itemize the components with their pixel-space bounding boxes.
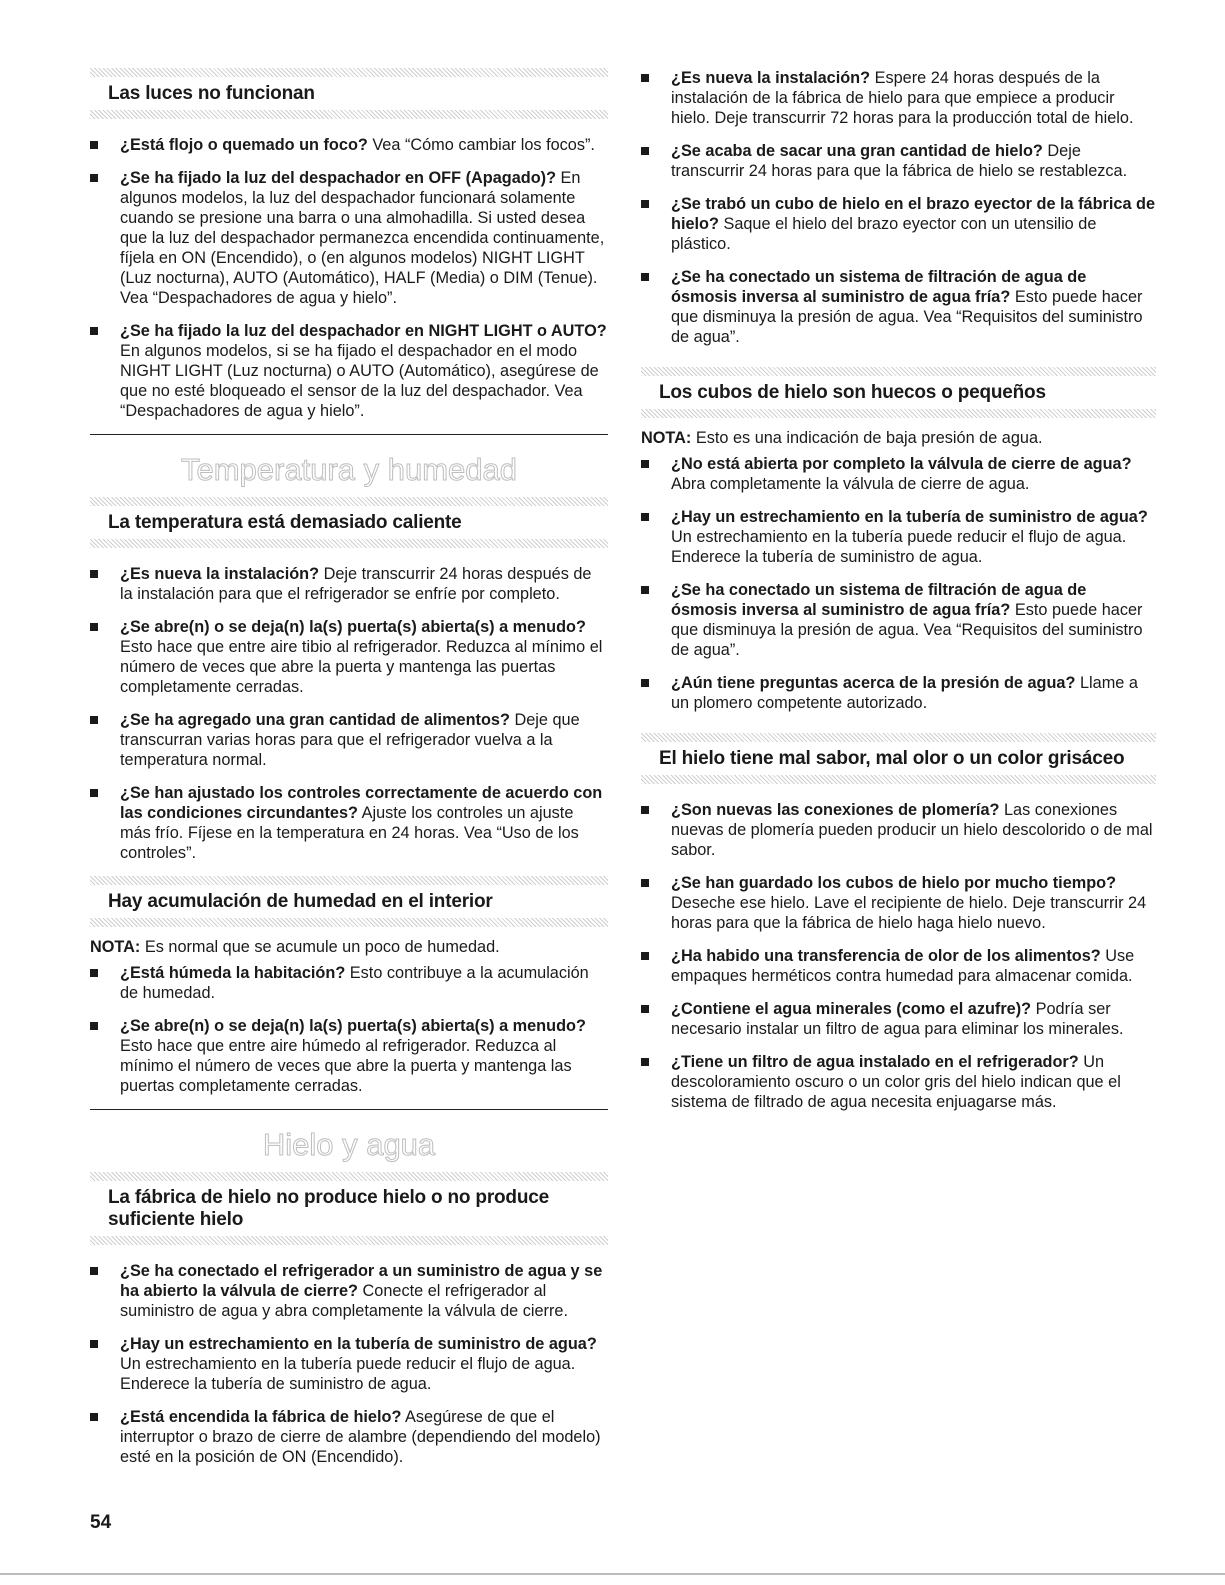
right-column [641, 68, 1156, 1125]
list-item: ¿Se ha agregado una gran cantidad de alimentos? Deje que transcurran varias horas para que el refrigerador vuelva a la temperatura normal. [90, 710, 608, 770]
list-item: ¿Es nueva la instalación? Deje transcurrir 24 horas después de la instalación para que el refrigerador se enfríe por completo. [90, 564, 608, 604]
section-title: El hielo tiene mal sabor, mal olor o un color grisáceo [659, 748, 1125, 769]
section-header-humidity [90, 876, 608, 927]
list-item: ¿Se ha conectado un sistema de filtración de agua de ósmosis inversa al suministro de agua fría? Esto puede hacer que disminuya la presión de agua. Vea “Requisitos del suministro de agua”. [641, 580, 1156, 660]
list-item: ¿Se han guardado los cubos de hielo por mucho tiempo? Deseche ese hielo. Lave el recipiente de hielo. Deje transcurrir 24 horas para que la fábrica de hielo haga hielo nuevo. [641, 873, 1156, 933]
category-title: Hielo y agua [262, 1127, 436, 1162]
page-number: 54 [90, 1512, 112, 1533]
section-header-bad-taste [641, 733, 1156, 784]
list-item: ¿Está encendida la fábrica de hielo? Asegúrese de que el interruptor o brazo de cierre de alambre (dependiendo del modelo) esté en la posición de ON (Encendido). [90, 1407, 608, 1467]
list-item: ¿Ha habido una transferencia de olor de los alimentos? Use empaques herméticos contra humedad para almacenar comida. [641, 946, 1156, 986]
list-item: ¿Contiene el agua minerales (como el azufre)? Podría ser necesario instalar un filtro de agua para eliminar los minerales. [641, 999, 1156, 1039]
list-item: ¿Se han ajustado los controles correctamente de acuerdo con las condiciones circundantes? Ajuste los controles un ajuste más frío. Fíjese en la temperatura en 24 horas. Vea “Uso de los controles”. [90, 783, 608, 863]
left-column [90, 68, 608, 1480]
troubleshoot-list [90, 564, 608, 863]
troubleshoot-list [641, 454, 1156, 713]
section-title: Las luces no funcionan [108, 83, 315, 104]
list-item: ¿Hay un estrechamiento en la tubería de suministro de agua? Un estrechamiento en la tubería puede reducir el flujo de agua. Enderece la tubería de suministro de agua. [641, 507, 1156, 567]
list-item: ¿Se ha conectado el refrigerador a un suministro de agua y se ha abierto la válvula de cierre? Conecte el refrigerador al suministro de agua y abra completamente la válvula de cierre. [90, 1261, 608, 1321]
category-heading [90, 434, 608, 487]
category-title: Temperatura y humedad [180, 452, 518, 487]
troubleshoot-list [641, 68, 1156, 347]
list-item: ¿Está húmeda la habitación? Esto contribuye a la acumulación de humedad. [90, 963, 608, 1003]
list-item: ¿Se ha conectado un sistema de filtración de agua de ósmosis inversa al suministro de agua fría? Esto puede hacer que disminuya la presión de agua. Vea “Requisitos del suministro de agua”. [641, 267, 1156, 347]
list-item: ¿Tiene un filtro de agua instalado en el refrigerador? Un descoloramiento oscuro o un color gris del hielo indican que el sistema de filtrado de agua necesita enjuagarse más. [641, 1052, 1156, 1112]
list-item: ¿Está flojo o quemado un foco? Vea “Cómo cambiar los focos”. [90, 135, 608, 155]
troubleshoot-list [90, 135, 608, 421]
note: NOTA: Esto es una indicación de baja presión de agua. [641, 429, 1043, 447]
section-header-lights [90, 68, 608, 119]
section-title: Los cubos de hielo son huecos o pequeños [659, 382, 1046, 403]
category-heading [90, 1109, 608, 1162]
list-item: ¿Aún tiene preguntas acerca de la presión de agua? Llame a un plomero competente autorizado. [641, 673, 1156, 713]
section-title: Hay acumulación de humedad en el interior [108, 891, 493, 912]
section-title: La fábrica de hielo no produce hielo o no produce suficiente hielo [108, 1187, 549, 1230]
bottom-rule [0, 1573, 1225, 1575]
list-item: ¿Se acaba de sacar una gran cantidad de hielo? Deje transcurrir 24 horas para que la fábrica de hielo se restablezca. [641, 141, 1156, 181]
troubleshoot-list [90, 963, 608, 1096]
list-item: ¿Son nuevas las conexiones de plomería? Las conexiones nuevas de plomería pueden producir un hielo descolorido o de mal sabor. [641, 800, 1156, 860]
troubleshoot-list [90, 1261, 608, 1467]
section-title: La temperatura está demasiado caliente [108, 512, 462, 533]
troubleshoot-list [641, 800, 1156, 1112]
section-header-temperature [90, 497, 608, 548]
list-item: ¿Se trabó un cubo de hielo en el brazo eyector de la fábrica de hielo? Saque el hielo del brazo eyector con un utensilio de plástico. [641, 194, 1156, 254]
note: NOTA: Es normal que se acumule un poco de humedad. [90, 938, 500, 956]
section-header-icemaker [90, 1172, 608, 1245]
list-item: ¿No está abierta por completo la válvula de cierre de agua? Abra completamente la válvula de cierre de agua. [641, 454, 1156, 494]
section-header-hollow-cubes [641, 367, 1156, 418]
list-item: ¿Se ha fijado la luz del despachador en NIGHT LIGHT o AUTO? En algunos modelos, si se ha fijado el despachador en el modo NIGHT LIGHT (Luz nocturna) o AUTO (Automático), asegúrese de que no esté bloqueado el sensor de la luz del despachador. Vea “Despachadores de agua y hielo”. [90, 321, 608, 421]
list-item: ¿Se abre(n) o se deja(n) la(s) puerta(s) abierta(s) a menudo? Esto hace que entre aire tibio al refrigerador. Reduzca al mínimo el número de veces que abre la puerta y mantenga las puertas completamente cerradas. [90, 617, 608, 697]
list-item: ¿Se abre(n) o se deja(n) la(s) puerta(s) abierta(s) a menudo? Esto hace que entre aire húmedo al refrigerador. Reduzca al mínimo el número de veces que abre la puerta y mantenga las puertas completamente cerradas. [90, 1016, 608, 1096]
list-item: ¿Se ha fijado la luz del despachador en OFF (Apagado)? En algunos modelos, la luz del despachador funcionará solamente cuando se presione una barra o una almohadilla. Si usted desea que la luz del despachador permanezca encendida continuamente, fíjela en ON (Encendido), o (en algunos modelos) NIGHT LIGHT (Luz nocturna), AUTO (Automático), HALF (Media) o DIM (Tenue). Vea “Despachadores de agua y hielo”. [90, 168, 608, 308]
list-item: ¿Hay un estrechamiento en la tubería de suministro de agua? Un estrechamiento en la tubería puede reducir el flujo de agua. Enderece la tubería de suministro de agua. [90, 1334, 608, 1394]
list-item: ¿Es nueva la instalación? Espere 24 horas después de la instalación de la fábrica de hielo para que empiece a producir hielo. Deje transcurrir 72 horas para la producción total de hielo. [641, 68, 1156, 128]
